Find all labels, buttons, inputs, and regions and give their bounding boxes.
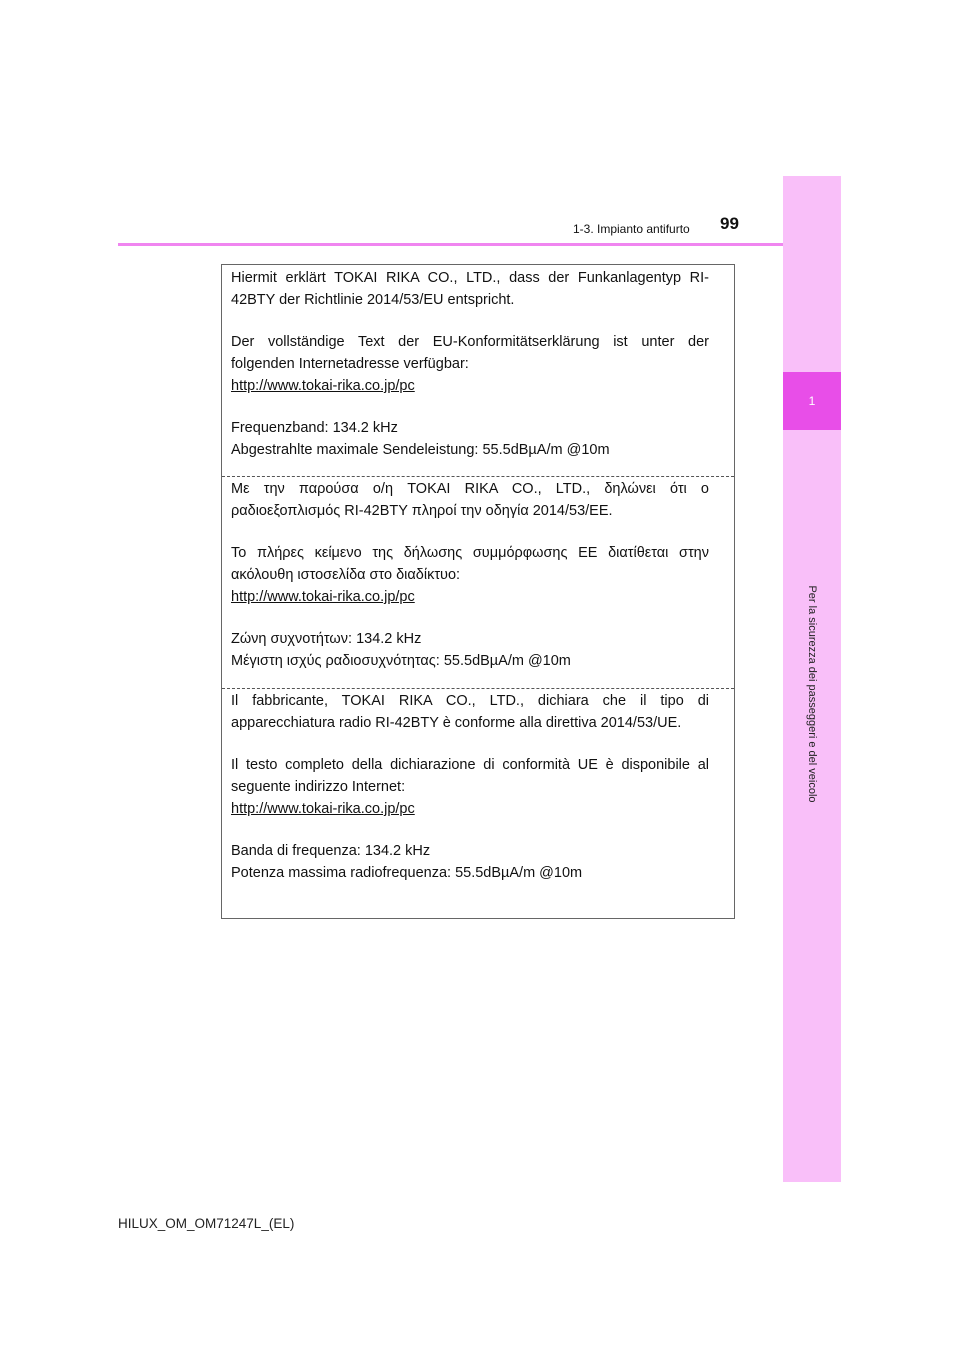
german-fulltext-intro: Der vollständige Text der EU-Konformitätserklärung ist unter der folgenden Internetadresse verfügbar: bbox=[231, 334, 709, 372]
italian-declaration-section bbox=[222, 690, 734, 884]
greek-declaration-text: Με την παρούσα ο/η TOKAI RIKA CO., LTD., δηλώνει ότι ο ραδιοεξοπλισμός RI-42BTY πληροί την οδηγία 2014/53/ΕΕ. bbox=[231, 481, 709, 519]
greek-declaration-section bbox=[222, 478, 734, 672]
italian-url-link[interactable]: http://www.tokai-rika.co.jp/pc bbox=[231, 801, 415, 817]
section-separator bbox=[222, 476, 734, 477]
section-title: 1-3. Impianto antifurto bbox=[573, 222, 690, 236]
section-separator bbox=[222, 688, 734, 689]
greek-frequency: Ζώνη συχνοτήτων: 134.2 kHz bbox=[231, 631, 422, 647]
italian-fulltext-intro: Il testo completo della dichiarazione di conformità UE è disponibile al seguente indirizzo Internet: bbox=[231, 757, 709, 795]
chapter-side-tab bbox=[783, 176, 841, 1182]
greek-fulltext-intro: Το πλήρες κείμενο της δήλωσης συμμόρφωσης ΕΕ διατίθεται στην ακόλουθη ιστοσελίδα στο διαδίκτυο: bbox=[231, 545, 709, 583]
chapter-number-badge: 1 bbox=[783, 372, 841, 430]
italian-power: Potenza massima radiofrequenza: 55.5dBµA/m @10m bbox=[231, 865, 583, 881]
greek-power: Μέγιστη ισχύς ραδιοσυχνότητας: 55.5dBµA/m @10m bbox=[231, 653, 571, 669]
german-declaration-text: Hiermit erklärt TOKAI RIKA CO., LTD., dass der Funkanlagentyp RI-42BTY der Richtlinie 2014/53/EU entspricht. bbox=[231, 270, 709, 308]
german-frequency: Frequenzband: 134.2 kHz bbox=[231, 420, 398, 436]
header-divider bbox=[118, 243, 783, 246]
italian-frequency: Banda di frequenza: 134.2 kHz bbox=[231, 843, 431, 859]
declaration-box bbox=[221, 264, 735, 919]
german-declaration-section bbox=[222, 267, 734, 461]
greek-url-link[interactable]: http://www.tokai-rika.co.jp/pc bbox=[231, 589, 415, 605]
page-number: 99 bbox=[720, 214, 739, 233]
german-power: Abgestrahlte maximale Sendeleistung: 55.5dBµA/m @10m bbox=[231, 442, 610, 458]
italian-declaration-text: Il fabbricante, TOKAI RIKA CO., LTD., dichiara che il tipo di apparecchiatura radio RI-42BTY è conforme alla direttiva 2014/53/UE. bbox=[231, 693, 709, 731]
chapter-title: Per la sicurezza dei passeggeri e del veicolo bbox=[806, 585, 818, 803]
document-code: HILUX_OM_OM71247L_(EL) bbox=[118, 1216, 295, 1231]
german-url-link[interactable]: http://www.tokai-rika.co.jp/pc bbox=[231, 378, 415, 394]
